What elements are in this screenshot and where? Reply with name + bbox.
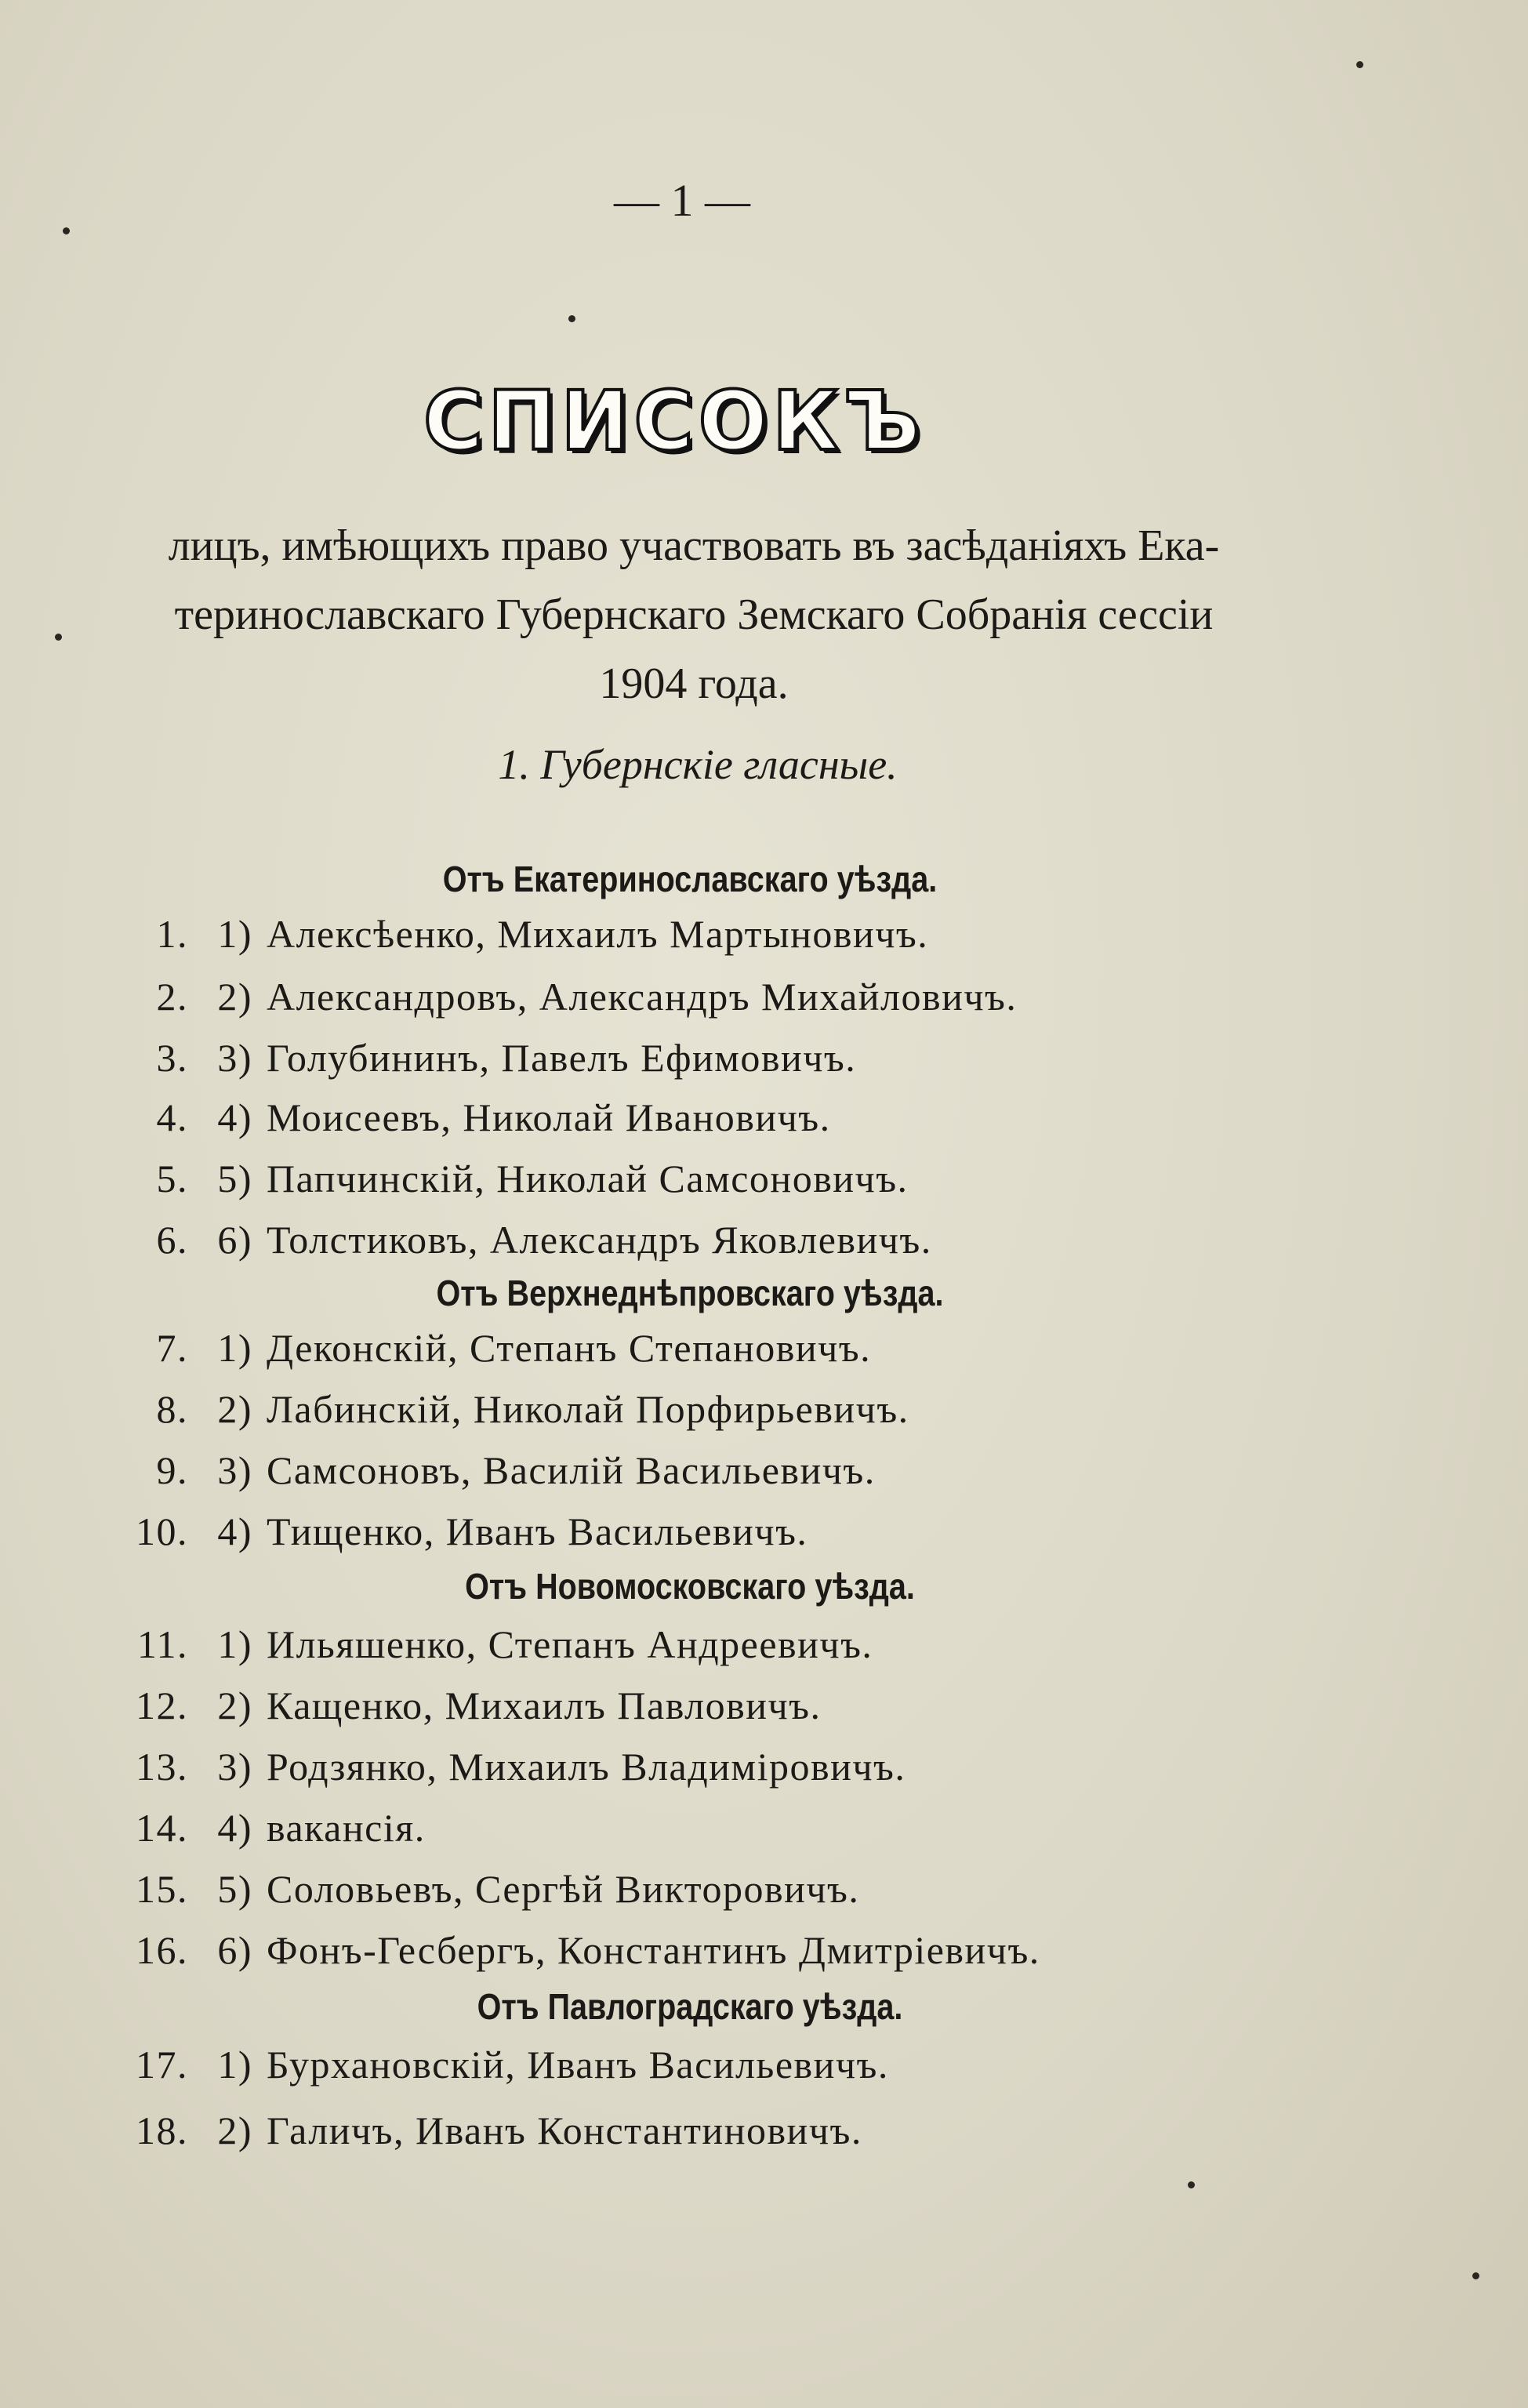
list-item [94, 1386, 909, 1441]
entry-name: Голубининъ, Павелъ Ефимовичъ. [267, 1036, 857, 1080]
paper-speck [1356, 61, 1363, 68]
list-item [94, 1325, 871, 1380]
entry-subnumber: 1) [217, 2043, 252, 2087]
list-item [94, 1035, 856, 1090]
document-title: СПИСОКЪ [423, 373, 925, 469]
entry-number: 7. [156, 1326, 188, 1370]
entry-number: 8. [156, 1387, 188, 1431]
entry-number: 15. [136, 1867, 188, 1911]
paper-speck [1472, 2272, 1479, 2279]
entry-subnumber: 6) [217, 1928, 252, 1972]
entry-name: Самсоновъ, Василій Васильевичъ. [267, 1448, 876, 1492]
entry-subnumber: 1) [217, 912, 252, 956]
entry-name: Толстиковъ, Александръ Яковлевичъ. [267, 1218, 932, 1262]
entry-subnumber: 1) [217, 1326, 252, 1370]
entry-name: Папчинскій, Николай Самсоновичъ. [267, 1157, 909, 1200]
list-item [94, 2042, 889, 2097]
paper-speck [568, 315, 575, 322]
entry-name: Тищенко, Иванъ Васильевичъ. [267, 1509, 808, 1553]
entry-subnumber: 2) [217, 975, 252, 1019]
list-item [94, 974, 1017, 1029]
list-item [94, 1509, 808, 1564]
intro-paragraph [86, 511, 1301, 718]
entry-name: Александровъ, Александръ Михайловичъ. [267, 975, 1018, 1019]
entry-name: вакансія. [267, 1806, 426, 1850]
entry-number: 14. [136, 1806, 188, 1850]
entry-subnumber: 2) [217, 1683, 252, 1727]
paper-speck [63, 227, 70, 234]
section-heading: Отъ Верхнеднѣпровскаго уѣзда. [436, 1273, 944, 1313]
list-item [94, 1805, 426, 1860]
entry-subnumber: 3) [217, 1036, 252, 1080]
section-heading: Отъ Екатеринославскаго уѣзда. [442, 859, 938, 899]
entry-number: 9. [156, 1448, 188, 1492]
entry-subnumber: 3) [217, 1448, 252, 1492]
list-item [94, 1683, 821, 1738]
entry-subnumber: 1) [217, 1622, 252, 1666]
entry-subnumber: 4) [217, 1806, 252, 1850]
paper-speck [1188, 2181, 1195, 2188]
entry-name: Деконскій, Степанъ Степановичъ. [267, 1326, 872, 1370]
intro-line: теринославскаго Губернскаго Земскаго Собранія сессіи [174, 590, 1214, 639]
entry-subnumber: 3) [217, 1745, 252, 1789]
entry-number: 5. [156, 1157, 188, 1200]
entry-number: 18. [136, 2108, 188, 2152]
intro-line: лицъ, имѣющихъ право участвовать въ засѣданіяхъ Ека- [168, 521, 1220, 570]
paper-speck [55, 634, 62, 641]
entry-number: 11. [136, 1622, 188, 1666]
list-item [94, 911, 928, 966]
entry-number: 17. [136, 2043, 188, 2087]
section-heading: Отъ Павлоградскаго уѣзда. [477, 1986, 903, 2027]
entry-number: 3. [156, 1036, 188, 1080]
page-number: — 1 — [614, 175, 750, 226]
list-item [94, 1447, 876, 1502]
list-item [94, 2108, 862, 2163]
list-item [94, 1095, 831, 1150]
list-item [94, 1156, 909, 1211]
entry-subnumber: 5) [217, 1867, 252, 1911]
list-item [94, 1744, 906, 1799]
entry-subnumber: 4) [217, 1509, 252, 1553]
entry-name: Лабинскій, Николай Порфирьевичъ. [267, 1387, 909, 1431]
entry-subnumber: 2) [217, 1387, 252, 1431]
entry-name: Бурхановскій, Иванъ Васильевичъ. [267, 2043, 889, 2087]
list-item [94, 1622, 873, 1676]
entry-number: 10. [136, 1509, 188, 1553]
entry-name: Кащенко, Михаилъ Павловичъ. [267, 1683, 822, 1727]
entry-number: 1. [156, 912, 188, 956]
entry-subnumber: 5) [217, 1157, 252, 1200]
entry-subnumber: 6) [217, 1218, 252, 1262]
list-item [94, 1927, 1040, 1982]
entry-number: 4. [156, 1095, 188, 1139]
entry-name: Алексѣенко, Михаилъ Мартыновичъ. [267, 912, 929, 956]
entry-name: Ильяшенко, Степанъ Андреевичъ. [267, 1622, 873, 1666]
entry-subnumber: 2) [217, 2108, 252, 2152]
entry-name: Моисеевъ, Николай Ивановичъ. [267, 1095, 831, 1139]
entry-name: Фонъ-Гесбергъ, Константинъ Дмитріевичъ. [267, 1928, 1040, 1972]
entry-number: 6. [156, 1218, 188, 1262]
entry-name: Галичъ, Иванъ Константиновичъ. [267, 2108, 862, 2152]
section-heading: Отъ Новомосковскаго уѣзда. [465, 1566, 915, 1607]
entry-number: 13. [136, 1745, 188, 1789]
entry-number: 16. [136, 1928, 188, 1972]
entry-name: Соловьевъ, Сергѣй Викторовичъ. [267, 1867, 860, 1911]
entry-name: Родзянко, Михаилъ Владиміровичъ. [267, 1745, 906, 1789]
intro-line: 1904 года. [599, 659, 789, 708]
subheading: 1. Губернскіе гласные. [498, 741, 898, 788]
entry-number: 12. [136, 1683, 188, 1727]
list-item [94, 1866, 859, 1921]
entry-subnumber: 4) [217, 1095, 252, 1139]
entry-number: 2. [156, 975, 188, 1019]
list-item [94, 1217, 932, 1272]
